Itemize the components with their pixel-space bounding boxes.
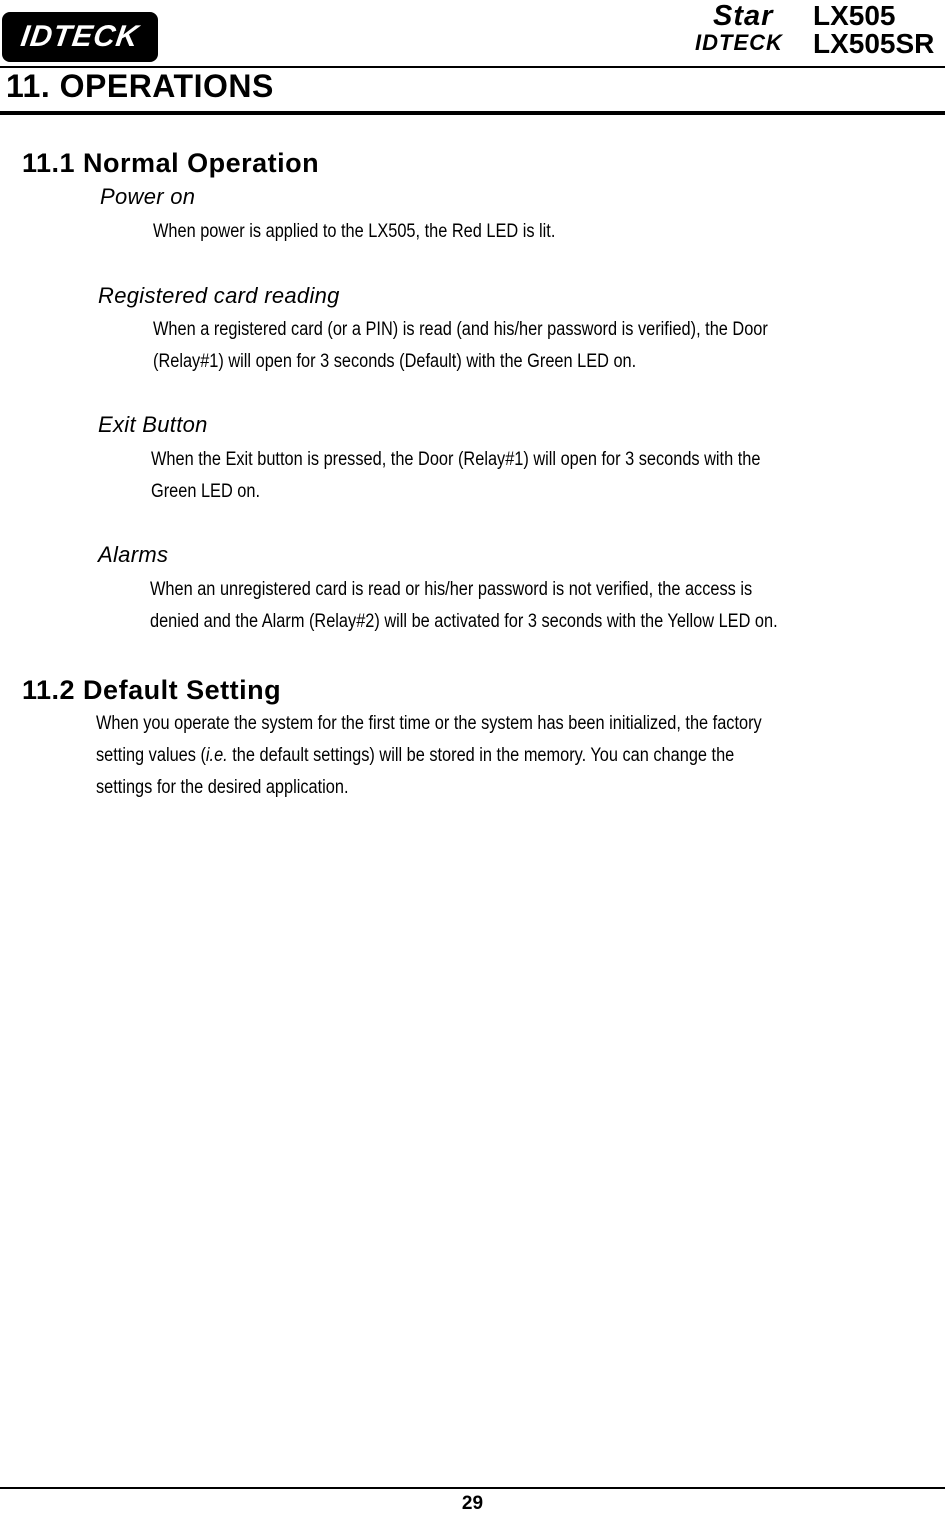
default-setting-text-post: the default settings) will be stored in the memory. You can change the (227, 745, 735, 766)
paragraph-default-setting-line3: settings for the desired application. (96, 777, 349, 798)
section-title-default-setting: 11.2 Default Setting (22, 675, 282, 705)
paragraph-exit-button-line1: When the Exit button is pressed, the Door (Relay#1) will open for 3 seconds with the (151, 449, 761, 470)
product-logo (683, 0, 943, 60)
product-brand: Star (713, 0, 774, 32)
paragraph-power-on: When power is applied to the LX505, the Red LED is lit. (153, 221, 556, 242)
default-setting-text-italic: i.e. (205, 745, 228, 766)
section-title-normal-operation: 11.1 Normal Operation (22, 148, 320, 178)
paragraph-exit-button-line2: Green LED on. (151, 481, 261, 502)
paragraph-registered-card-line2: (Relay#1) will open for 3 seconds (Default) with the Green LED on. (153, 351, 637, 372)
product-company: IDTECK (695, 30, 783, 55)
product-model-sr: LX505SR (813, 28, 935, 59)
paragraph-registered-card-line1: When a registered card (or a PIN) is read (and his/her password is verified), the Door (153, 319, 768, 340)
chapter-title: 11. OPERATIONS (6, 68, 274, 104)
chapter-rule (0, 111, 945, 115)
idteck-logo (2, 12, 158, 62)
subheading-registered-card-reading: Registered card reading (98, 283, 340, 308)
paragraph-alarms-line1: When an unregistered card is read or his/her password is not verified, the access is (150, 579, 753, 600)
paragraph-default-setting-line1: When you operate the system for the first time or the system has been initialized, the factory (96, 713, 762, 734)
subheading-alarms: Alarms (98, 542, 169, 567)
paragraph-default-setting-line2 (96, 740, 734, 772)
logo-text: IDTECK (18, 20, 142, 53)
page-header (0, 0, 945, 66)
footer-rule (0, 1487, 945, 1489)
paragraph-alarms-line2: denied and the Alarm (Relay#2) will be activated for 3 seconds with the Yellow LED on. (150, 611, 778, 632)
default-setting-text-pre: setting values ( (96, 745, 206, 766)
subheading-exit-button: Exit Button (98, 412, 208, 437)
page-number: 29 (461, 1493, 484, 1514)
product-model: LX505 (813, 0, 896, 31)
subheading-power-on: Power on (100, 184, 196, 209)
